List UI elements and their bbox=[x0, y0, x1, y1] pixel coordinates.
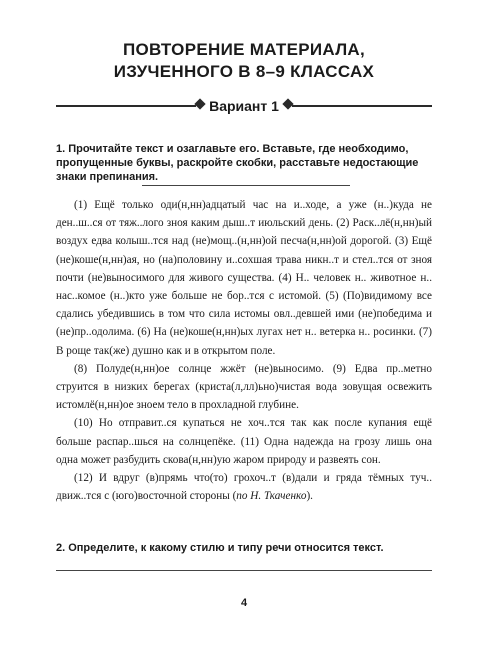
paragraph-4-text: (12) И вдруг (в)прямь что(то) грохоч..т (в)дали и гряда тёмных туч.. движ..тся с (юго)восточной стороны ( bbox=[56, 472, 432, 503]
page-title-line2: ИЗУЧЕННОГО В 8–9 КЛАССАХ bbox=[113, 62, 375, 81]
source-author: по Н. Ткаченко bbox=[236, 490, 307, 503]
paragraph-4 bbox=[56, 469, 432, 505]
variant-header bbox=[56, 96, 432, 116]
variant-rule-right bbox=[292, 105, 432, 107]
page-number: 4 bbox=[240, 597, 248, 609]
paragraph-4-closing: ). bbox=[306, 490, 313, 503]
task-2-answer-line bbox=[56, 570, 432, 571]
variant-label: Вариант 1 bbox=[209, 98, 279, 114]
exercise-text bbox=[56, 196, 432, 505]
title-answer-line bbox=[142, 185, 350, 186]
page-title-line1: ПОВТОРЕНИЕ МАТЕРИАЛА, bbox=[122, 40, 366, 59]
task-2-instruction: 2. Определите, к какому стилю и типу речи относится текст. bbox=[56, 542, 384, 554]
task-1-instruction: 1. Прочитайте текст и озаглавьте его. Вставьте, где необходимо, пропущенные буквы, раскройте скобки, расставьте недостающие знаки препинания. bbox=[56, 143, 419, 183]
paragraph-3: (10) Но отправит..ся купаться не хоч..тся так как после купания ещё больше распар..шься на солнцепёке. (11) Одна надежда на грозу лишь она одна может разбудить скова(н,нн)ую жаром природу и развеять сон. bbox=[56, 417, 432, 466]
paragraph-2: (8) Полуде(н,нн)ое солнце жжёт (не)выносимо. (9) Едва пр..метно струится в низких берегах (криста(л,лл)ьно)чистая вода зовущая освежить истомлё(н,нн)ое зноем тело в прохладной глубине. bbox=[56, 362, 432, 412]
paragraph-1: (1) Ещё только оди(н,нн)адцатый час на и..ходе, а уже (н..)куда не ден..ш..ся от тяж..лого зноя каким дыш..т июльский день. (2) Раск..лё(н,нн)ый воздух едва колыш..тся над (не)мощ..(н,нн)ой песча(н,нн)ой дорогой. (3) Ещё (не)коше(н,нн)ая, но (на)половину и..сохшая трава никн..т и стел..тся от зноя почти (не)выносимого для живого существа. (4) Н.. человек н.. животное н.. нас..комое (н..)кто уже больше не бор..тся с истомой. (5) (По)видимому все сдались убедившись в том что сила истомы овл..девшей ими (не)победима и (не)пр..одолима. (6) На (не)коше(н,нн)ых лугах нет н.. ветерка н.. росинки. (7) В роще так(же) душно как и в открытом поле. bbox=[56, 199, 432, 357]
